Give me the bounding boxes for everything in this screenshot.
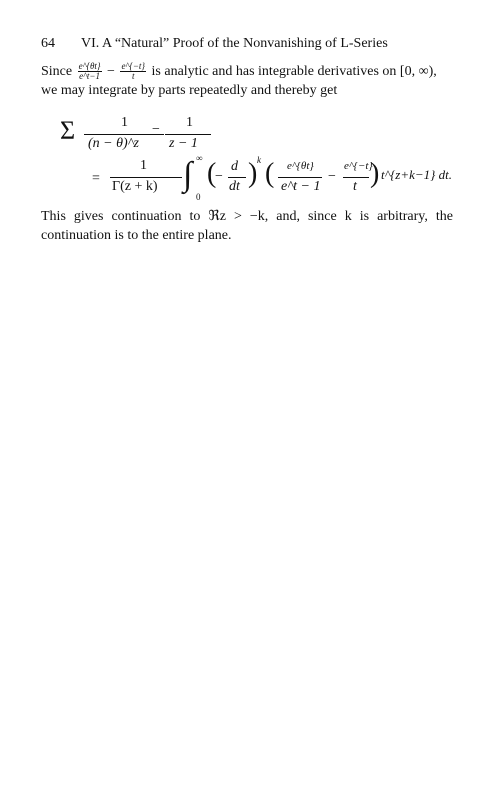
since-word: Since: [41, 64, 73, 79]
operator-minus: −: [215, 169, 223, 184]
line1-rest: is analytic and has integrable derivatives on [0, ∞),: [151, 64, 437, 79]
inline-frac1-denominator: e^t−1: [79, 71, 100, 82]
term2-denominator: z − 1: [169, 136, 198, 151]
derivative-denominator: dt: [229, 179, 240, 194]
term-minus: −: [152, 122, 160, 137]
conclusion-paragraph: This gives continuation to ℜz > −k, and, since k is arbitrary, the continuation is to the entire plane.: [41, 209, 453, 243]
right-paren-operator: ): [248, 158, 258, 189]
equals-sign: =: [92, 171, 100, 186]
integral-upper-limit: ∞: [196, 153, 203, 163]
summation-sign: Σ: [60, 116, 76, 145]
inline-frac2-numerator: e^{−t}: [121, 61, 146, 72]
derivative-numerator: d: [231, 159, 238, 174]
integral-lower-limit: 0: [196, 192, 201, 202]
coef-denominator: Γ(z + k): [112, 179, 158, 194]
integrand-tail: t^{z+k−1} dt.: [381, 167, 452, 182]
fraction2-numerator: e^{−t}: [344, 160, 373, 172]
left-paren-operator: (: [207, 158, 217, 189]
fraction1-bar: [278, 177, 322, 178]
chapter-title: VI. A “Natural” Proof of the Nonvanishing of L-Series: [81, 36, 388, 51]
page-number: 64: [41, 36, 55, 51]
coef-fraction-bar: [110, 177, 182, 178]
power-k: k: [257, 155, 261, 165]
inline-minus: −: [107, 64, 115, 79]
fraction1-numerator: e^{θt}: [287, 160, 314, 172]
derivative-bar: [228, 177, 246, 178]
fraction2-bar: [343, 177, 369, 178]
inline-frac1-numerator: e^{θt}: [78, 61, 101, 72]
term1-denominator: (n − θ)^z: [88, 136, 140, 151]
term2-fraction-bar: [165, 134, 211, 135]
inline-frac2-denominator: t: [131, 71, 135, 82]
coef-numerator: 1: [140, 158, 147, 173]
left-paren-function: (: [265, 158, 275, 189]
term2-numerator: 1: [186, 115, 193, 130]
integral-sign: ∫: [183, 156, 193, 193]
function-minus: −: [328, 169, 336, 184]
term1-numerator: 1: [121, 115, 128, 130]
fraction2-denominator: t: [353, 179, 357, 194]
fraction1-denominator: e^t − 1: [281, 179, 321, 194]
line2-text: we may integrate by parts repeatedly and thereby get: [41, 83, 338, 99]
right-paren-function: ): [370, 158, 380, 189]
